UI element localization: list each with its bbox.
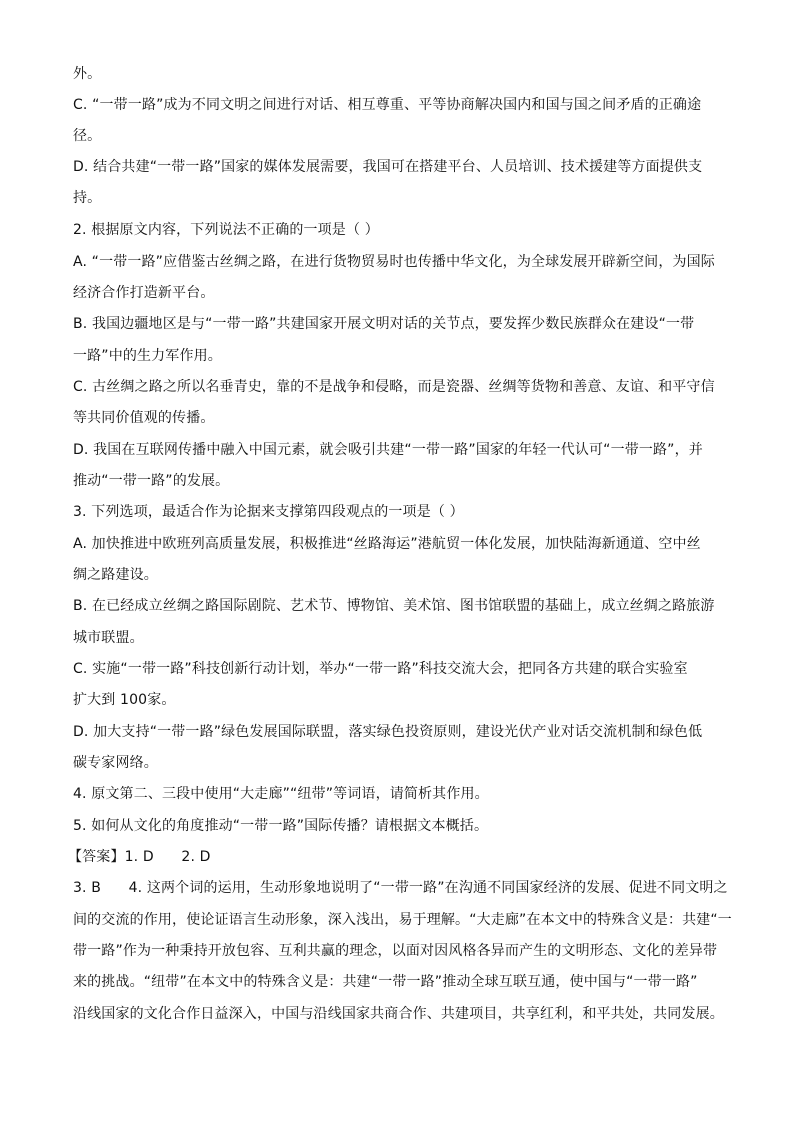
answer-line: 3. B 4. 这两个词的运用，生动形象地说明了“一带一路”在沟通不同国家经济的发展、促进不同文明之	[73, 880, 728, 896]
answer-line: 来的挑战。“纽带”在本文中的特殊含义是：共建“一带一路”推动全球互联互通，使中国与“一带一路”	[73, 974, 698, 990]
option-a-line: A. “一带一路”应借鉴古丝绸之路，在进行货物贸易时也传播中华文化，为全球发展开辟新空间，为国际	[73, 254, 715, 270]
question-4: 4. 原文第二、三段中使用“大走廊”“纽带”等词语，请简析其作用。	[73, 786, 489, 802]
answer-line: 间的交流的作用，使论证语言生动形象，深入浅出，易于理解。“大走廊”在本文中的特殊含义是：共建“一	[73, 912, 732, 928]
text-line: 经济合作打造新平台。	[73, 285, 215, 301]
text-line: 径。	[73, 128, 102, 144]
text-line: 推动“一带一路”的发展。	[73, 473, 230, 489]
option-a-line: A. 加快推进中欧班列高质量发展，积极推进“丝路海运”港航贸一体化发展，加快陆海新通道、空中丝	[73, 536, 701, 552]
option-b-line: B. 我国边疆地区是与“一带一路”共建国家开展文明对话的关节点，要发挥少数民族群众在建设“一带	[73, 316, 695, 332]
question-5: 5. 如何从文化的角度推动“一带一路”国际传播？请根据文本概括。	[73, 818, 489, 834]
option-d-line: D. 我国在互联网传播中融入中国元素，就会吸引共建“一带一路”国家的年轻一代认可“一带一路”，并	[73, 442, 703, 458]
text-line: 外。	[73, 66, 102, 82]
question-2: 2. 根据原文内容，下列说法不正确的一项是（ ）	[73, 222, 379, 238]
text-line: 持。	[73, 190, 102, 206]
question-3: 3. 下列选项，最适合作为论据来支撑第四段观点的一项是（ ）	[73, 504, 464, 520]
option-c-line: C. 实施“一带一路”科技创新行动计划，举办“一带一路”科技交流大会，把同各方共建的联合实验室	[73, 661, 688, 677]
text-line: 一路”中的生力军作用。	[73, 348, 222, 364]
text-line: 等共同价值观的传播。	[73, 410, 215, 426]
option-c-line: C. 古丝绸之路之所以名垂青史，靠的不是战争和侵略，而是瓷器、丝绸等货物和善意、友谊、和平守信	[73, 379, 715, 395]
text-line: 碳专家网络。	[73, 755, 158, 771]
text-line: 扩大到 100家。	[73, 692, 176, 708]
option-d-line: D. 结合共建“一带一路”国家的媒体发展需要，我国可在搭建平台、人员培训、技术援建等方面提供支	[73, 159, 703, 175]
option-c-line: C. “一带一路”成为不同文明之间进行对话、相互尊重、平等协商解决国内和国与国之间矛盾的正确途	[73, 97, 702, 113]
text-line: 绸之路建设。	[73, 567, 158, 583]
text-line: 城市联盟。	[73, 630, 144, 646]
option-d-line: D. 加大支持“一带一路”绿色发展国际联盟，落实绿色投资原则，建设光伏产业对话交流机制和绿色低	[73, 724, 703, 740]
answer-header	[68, 847, 728, 867]
answer-tag: 【答案】	[68, 849, 125, 865]
option-b-line: B. 在已经成立丝绸之路国际剧院、艺术节、博物馆、美术馆、图书馆联盟的基础上，成立丝绸之路旅游	[73, 598, 715, 614]
answer-line: 带一路”作为一种秉持开放包容、互利共赢的理念，以面对因风格各异而产生的文明形态、文化的差异带	[73, 943, 718, 959]
answer-line: 沿线国家的文化合作日益深入，中国与沿线国家共商合作、共建项目，共享红利，和平共处，共同发展。	[73, 1006, 724, 1022]
answer-values: 1. D 2. D	[124, 849, 211, 865]
